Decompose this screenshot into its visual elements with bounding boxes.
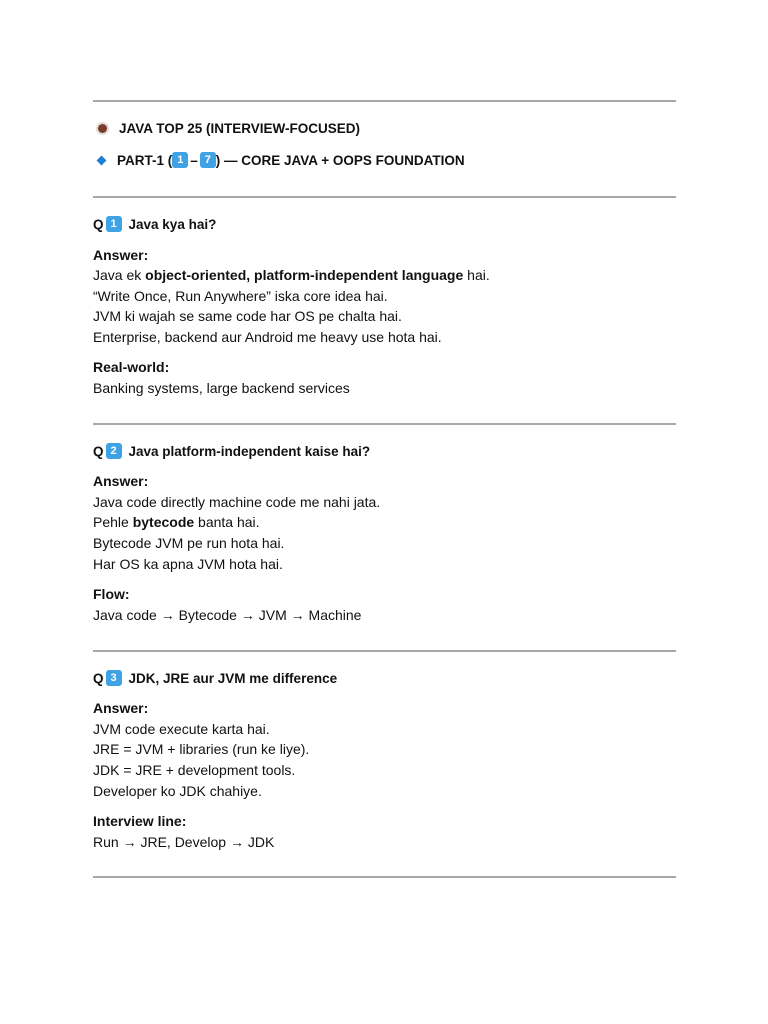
divider	[93, 650, 676, 652]
keycap-1-icon: 1	[172, 152, 188, 168]
question-title: Java platform-independent kaise hai?	[128, 443, 371, 459]
answer-line: Har OS ka apna JVM hota hai.	[93, 556, 283, 572]
answer-line: Java code directly machine code me nahi jata.	[93, 494, 381, 510]
divider	[93, 100, 676, 102]
answer-line: “Write Once, Run Anywhere” iska core idea hai.	[93, 288, 388, 304]
question-title: JDK, JRE aur JVM me difference	[128, 670, 338, 686]
keycap-2-icon: 2	[106, 443, 122, 459]
text-segment: Java ek	[93, 267, 146, 283]
part-dash: –	[190, 152, 198, 168]
coffee-icon	[95, 121, 110, 136]
part-suffix: ) — CORE JAVA + OOPS FOUNDATION	[215, 152, 465, 168]
q-prefix: Q	[93, 216, 104, 232]
question-title: Java kya hai?	[128, 216, 217, 232]
interview-line-text: Run → JRE, Develop → JDK	[93, 834, 275, 850]
real-world-text: Banking systems, large backend services	[93, 380, 350, 396]
keycap-1-icon: 1	[106, 216, 122, 232]
keycap-3-icon: 3	[106, 670, 122, 686]
q-prefix: Q	[93, 670, 104, 686]
answer-line	[93, 265, 490, 285]
keycap-7-icon: 7	[200, 152, 216, 168]
answer-line	[93, 512, 260, 532]
question-heading	[93, 214, 216, 234]
part-heading	[93, 150, 465, 170]
answer-line: JVM code execute karta hai.	[93, 721, 270, 737]
bold-text: object-oriented, platform-independent language	[145, 267, 464, 283]
divider	[93, 423, 676, 425]
bold-text: bytecode	[132, 514, 195, 530]
text-segment: banta hai.	[194, 514, 260, 530]
question-heading	[93, 441, 370, 461]
question-heading	[93, 668, 337, 688]
q-prefix: Q	[93, 443, 104, 459]
text-segment: hai.	[463, 267, 490, 283]
flow-text: Java code → Bytecode → JVM → Machine	[93, 607, 362, 623]
answer-label: Answer:	[93, 473, 149, 489]
answer-line: Developer ko JDK chahiye.	[93, 783, 262, 799]
answer-line: Enterprise, backend aur Android me heavy use hota hai.	[93, 329, 442, 345]
blue-diamond-icon	[97, 155, 107, 165]
title-text: JAVA TOP 25 (INTERVIEW-FOCUSED)	[119, 120, 361, 136]
interview-line-label: Interview line:	[93, 813, 187, 829]
text-segment: Pehle	[93, 514, 133, 530]
document-title	[93, 118, 360, 138]
flow-label: Flow:	[93, 586, 130, 602]
answer-label: Answer:	[93, 700, 149, 716]
answer-line: Bytecode JVM pe run hota hai.	[93, 535, 285, 551]
divider	[93, 196, 676, 198]
answer-line: JDK = JRE + development tools.	[93, 762, 296, 778]
part-prefix: PART-1 (	[117, 152, 173, 168]
divider	[93, 876, 676, 878]
real-world-label: Real-world:	[93, 359, 170, 375]
answer-line: JVM ki wajah se same code har OS pe chalta hai.	[93, 308, 402, 324]
answer-label: Answer:	[93, 247, 149, 263]
answer-line: JRE = JVM + libraries (run ke liye).	[93, 741, 310, 757]
